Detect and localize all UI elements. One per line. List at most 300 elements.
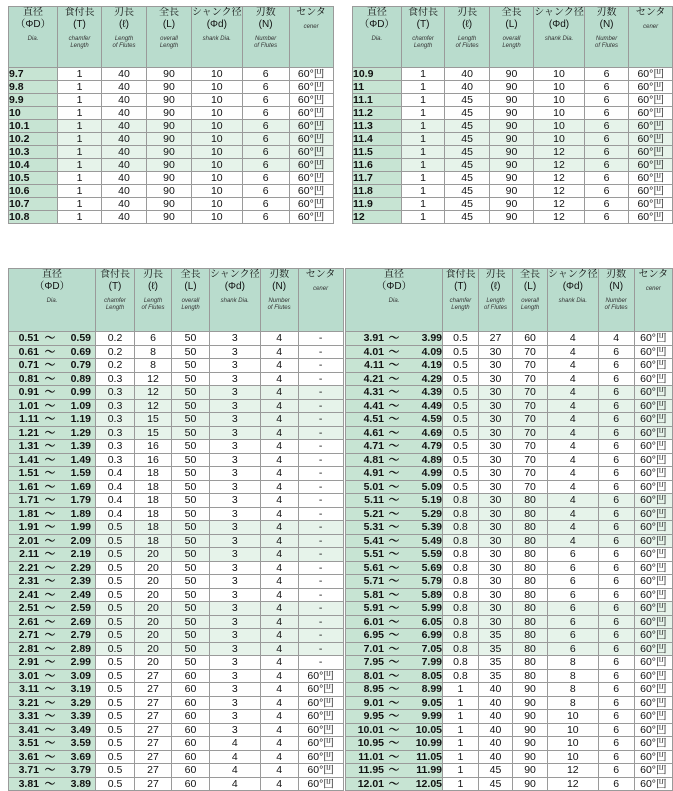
diameter-cell bbox=[346, 575, 443, 589]
range-low: 4.51 bbox=[363, 413, 384, 425]
value-cell: 4 bbox=[548, 372, 599, 386]
range-separator: ～ bbox=[44, 723, 56, 736]
column-header bbox=[9, 269, 96, 332]
range-separator: ～ bbox=[388, 386, 400, 398]
value-cell: 90 bbox=[489, 94, 533, 107]
value-cell: 15 bbox=[135, 413, 172, 427]
table-row bbox=[346, 602, 673, 616]
range-separator: ～ bbox=[44, 683, 56, 695]
diameter-cell bbox=[9, 399, 96, 413]
value-cell: 6 bbox=[584, 211, 628, 224]
diameter-cell bbox=[9, 521, 96, 535]
value-cell: 60°凹 bbox=[629, 120, 673, 133]
value-cell: 0.3 bbox=[96, 399, 135, 413]
value-cell: 0.8 bbox=[443, 588, 479, 602]
range-low: 2.21 bbox=[18, 561, 39, 574]
diameter-cell bbox=[346, 696, 443, 710]
value-cell: 60°凹 bbox=[629, 94, 673, 107]
value-cell: 10 bbox=[548, 723, 599, 737]
value-cell: 10 bbox=[534, 107, 585, 120]
value-cell: 50 bbox=[172, 413, 210, 427]
value-cell: - bbox=[298, 575, 343, 589]
value-cell: 90 bbox=[147, 172, 192, 185]
table-row bbox=[353, 146, 673, 159]
value-cell: 0.5 bbox=[443, 426, 479, 440]
value-cell: 90 bbox=[489, 185, 533, 198]
value-cell: 90 bbox=[513, 696, 548, 710]
value-cell: 60°凹 bbox=[634, 683, 672, 697]
value-cell: 0.5 bbox=[443, 332, 479, 346]
range-separator: ～ bbox=[44, 534, 56, 547]
table-row bbox=[346, 710, 673, 724]
value-cell: 60°凹 bbox=[634, 507, 672, 521]
column-header-en: shank Dia. bbox=[220, 298, 249, 304]
value-cell: 12 bbox=[534, 146, 585, 159]
value-cell: 60°凹 bbox=[289, 120, 333, 133]
diameter-cell bbox=[9, 561, 96, 575]
value-cell: 0.5 bbox=[96, 575, 135, 589]
value-cell: 80 bbox=[513, 521, 548, 535]
column-header-en: chamfer Length bbox=[104, 298, 126, 311]
value-cell: 4 bbox=[260, 399, 298, 413]
column-header bbox=[289, 7, 333, 68]
value-cell: 0.5 bbox=[96, 629, 135, 643]
range-high: 1.39 bbox=[70, 440, 91, 452]
value-cell: 1 bbox=[443, 777, 479, 791]
value-cell: 60°凹 bbox=[298, 683, 343, 697]
table-row bbox=[9, 467, 344, 481]
value-cell: 4 bbox=[210, 777, 261, 791]
value-cell: 60 bbox=[172, 696, 210, 710]
value-cell: 30 bbox=[478, 372, 512, 386]
diameter-cell bbox=[9, 372, 96, 386]
value-cell: 6 bbox=[584, 81, 628, 94]
value-cell: 4 bbox=[260, 345, 298, 359]
column-header-en: Dia. bbox=[388, 298, 400, 304]
value-cell: 0.2 bbox=[96, 359, 135, 373]
diameter-cell: 10 bbox=[9, 107, 58, 120]
diameter-cell bbox=[9, 345, 96, 359]
value-cell: 50 bbox=[172, 521, 210, 535]
value-cell: 90 bbox=[513, 750, 548, 764]
value-cell: - bbox=[298, 561, 343, 575]
value-cell: 90 bbox=[489, 198, 533, 211]
value-cell: 3 bbox=[210, 723, 261, 737]
value-cell: 45 bbox=[445, 107, 489, 120]
value-cell: 27 bbox=[135, 737, 172, 751]
diameter-cell bbox=[346, 683, 443, 697]
range-high: 11.99 bbox=[416, 764, 442, 776]
value-cell: 60°凹 bbox=[634, 399, 672, 413]
value-cell: 4 bbox=[260, 359, 298, 373]
range-low: 2.41 bbox=[18, 588, 39, 601]
value-cell: 45 bbox=[445, 94, 489, 107]
value-cell: 6 bbox=[242, 146, 289, 159]
column-header-en: Length of Flutes bbox=[112, 36, 136, 49]
value-cell: 3 bbox=[210, 642, 261, 656]
value-cell: 6 bbox=[242, 120, 289, 133]
range-separator: ～ bbox=[44, 629, 56, 641]
range-low: 1.41 bbox=[18, 453, 39, 466]
diameter-cell bbox=[9, 575, 96, 589]
range-low: 5.51 bbox=[363, 548, 384, 560]
diameter-cell bbox=[9, 642, 96, 656]
value-cell: 12 bbox=[135, 386, 172, 400]
value-cell: 0.5 bbox=[96, 750, 135, 764]
value-cell: 6 bbox=[584, 146, 628, 159]
table-row bbox=[346, 642, 673, 656]
range-low: 0.91 bbox=[18, 386, 39, 398]
value-cell: 60 bbox=[172, 764, 210, 778]
value-cell: 27 bbox=[135, 723, 172, 737]
value-cell: 30 bbox=[478, 548, 512, 562]
range-low: 0.51 bbox=[18, 332, 39, 344]
value-cell: 4 bbox=[548, 480, 599, 494]
value-cell: 30 bbox=[478, 561, 512, 575]
value-cell: 4 bbox=[260, 521, 298, 535]
table-row bbox=[346, 480, 673, 494]
range-separator: ～ bbox=[388, 710, 400, 722]
value-cell: 1 bbox=[401, 107, 445, 120]
value-cell: 30 bbox=[478, 588, 512, 602]
range-separator: ～ bbox=[44, 575, 56, 587]
column-header-jp: 直径 bbox=[366, 7, 387, 18]
column-header-en: cener bbox=[643, 24, 659, 30]
value-cell: 4 bbox=[260, 629, 298, 643]
range-high: 7.05 bbox=[421, 642, 442, 655]
diameter-cell bbox=[9, 696, 96, 710]
table-row bbox=[9, 737, 344, 751]
table-row bbox=[9, 198, 334, 211]
column-header-symbol: （ΦD） bbox=[359, 19, 395, 30]
value-cell: 50 bbox=[172, 372, 210, 386]
value-cell: 0.5 bbox=[443, 467, 479, 481]
value-cell: 80 bbox=[513, 561, 548, 575]
value-cell: 4 bbox=[548, 426, 599, 440]
diameter-cell bbox=[346, 467, 443, 481]
value-cell: 6 bbox=[242, 94, 289, 107]
range-low: 3.71 bbox=[18, 764, 39, 776]
column-header-symbol: (N) bbox=[599, 19, 614, 30]
value-cell: 60 bbox=[172, 737, 210, 751]
value-cell: 1 bbox=[443, 683, 479, 697]
value-cell: 4 bbox=[548, 534, 599, 548]
value-cell: 6 bbox=[242, 133, 289, 146]
range-low: 3.81 bbox=[18, 777, 39, 790]
range-separator: ～ bbox=[44, 777, 56, 790]
value-cell: 0.4 bbox=[96, 507, 135, 521]
column-header-en: shank Dia. bbox=[544, 36, 574, 42]
range-high: 2.39 bbox=[70, 575, 91, 587]
range-separator: ～ bbox=[388, 764, 400, 776]
value-cell: 1 bbox=[443, 750, 479, 764]
value-cell: - bbox=[298, 494, 343, 508]
value-cell: 6 bbox=[242, 107, 289, 120]
table-row bbox=[9, 777, 344, 791]
value-cell: 4 bbox=[260, 602, 298, 616]
diameter-cell bbox=[346, 453, 443, 467]
range-high: 1.29 bbox=[70, 426, 91, 439]
table-row bbox=[9, 656, 344, 670]
diameter-cell: 11.6 bbox=[353, 159, 402, 172]
range-low: 3.31 bbox=[18, 710, 39, 722]
value-cell: 60°凹 bbox=[634, 588, 672, 602]
column-header-jp: 食付長 bbox=[408, 7, 439, 18]
value-cell: 4 bbox=[548, 332, 599, 346]
column-header-en: overall Length bbox=[502, 36, 521, 49]
column-header-symbol: (ℓ) bbox=[119, 19, 129, 30]
value-cell: 90 bbox=[147, 159, 192, 172]
range-high: 0.89 bbox=[70, 372, 91, 385]
diameter-cell bbox=[9, 534, 96, 548]
value-cell: 8 bbox=[135, 345, 172, 359]
range-separator: ～ bbox=[388, 453, 400, 466]
value-cell: 60°凹 bbox=[634, 359, 672, 373]
value-cell: 45 bbox=[445, 185, 489, 198]
value-cell: 0.8 bbox=[443, 507, 479, 521]
range-high: 5.29 bbox=[421, 507, 442, 520]
value-cell: 0.5 bbox=[443, 345, 479, 359]
diameter-cell bbox=[346, 548, 443, 562]
value-cell: 60°凹 bbox=[629, 159, 673, 172]
value-cell: 6 bbox=[242, 172, 289, 185]
value-cell: 60°凹 bbox=[289, 211, 333, 224]
range-high: 10.99 bbox=[415, 737, 442, 749]
range-high: 3.09 bbox=[70, 669, 91, 682]
value-cell: 60°凹 bbox=[298, 710, 343, 724]
value-cell: 90 bbox=[489, 146, 533, 159]
value-cell: 40 bbox=[478, 723, 512, 737]
value-cell: 3 bbox=[210, 696, 261, 710]
value-cell: 0.8 bbox=[443, 629, 479, 643]
value-cell: 60 bbox=[172, 669, 210, 683]
table-row bbox=[9, 345, 344, 359]
value-cell: 6 bbox=[242, 81, 289, 94]
range-high: 2.59 bbox=[70, 602, 91, 614]
value-cell: 6 bbox=[598, 507, 634, 521]
table-row bbox=[9, 615, 344, 629]
value-cell: 60°凹 bbox=[634, 642, 672, 656]
diameter-cell bbox=[9, 332, 96, 346]
range-low: 0.81 bbox=[18, 372, 39, 385]
table-row bbox=[9, 399, 344, 413]
value-cell: 0.5 bbox=[96, 588, 135, 602]
column-header bbox=[634, 269, 672, 332]
value-cell: 12 bbox=[548, 777, 599, 791]
value-cell: 35 bbox=[478, 642, 512, 656]
diameter-cell: 11.7 bbox=[353, 172, 402, 185]
value-cell: 6 bbox=[548, 548, 599, 562]
column-header-jp: シャンク径 bbox=[548, 269, 598, 280]
value-cell: - bbox=[298, 345, 343, 359]
diameter-cell bbox=[9, 750, 96, 764]
range-high: 2.09 bbox=[70, 534, 91, 547]
column-header-symbol: （ΦD） bbox=[15, 19, 51, 30]
value-cell: 60°凹 bbox=[289, 159, 333, 172]
value-cell: 1 bbox=[58, 81, 102, 94]
range-separator: ～ bbox=[388, 777, 400, 790]
value-cell: 6 bbox=[598, 399, 634, 413]
value-cell: 3 bbox=[210, 453, 261, 467]
range-separator: ～ bbox=[44, 332, 56, 344]
range-separator: ～ bbox=[388, 615, 400, 628]
table-row bbox=[9, 120, 334, 133]
value-cell: 4 bbox=[260, 534, 298, 548]
value-cell: 4 bbox=[598, 332, 634, 346]
value-cell: - bbox=[298, 588, 343, 602]
value-cell: 0.5 bbox=[443, 413, 479, 427]
value-cell: 6 bbox=[242, 159, 289, 172]
range-separator: ～ bbox=[388, 413, 400, 425]
value-cell: 3 bbox=[210, 629, 261, 643]
table-row bbox=[353, 107, 673, 120]
value-cell: 10 bbox=[192, 185, 243, 198]
diameter-cell: 9.8 bbox=[9, 81, 58, 94]
range-separator: ～ bbox=[44, 669, 56, 682]
value-cell: 40 bbox=[102, 211, 147, 224]
diameter-cell bbox=[346, 413, 443, 427]
diameter-cell: 10.2 bbox=[9, 133, 58, 146]
value-cell: 6 bbox=[598, 453, 634, 467]
range-high: 5.09 bbox=[421, 480, 442, 493]
diameter-cell: 10.6 bbox=[9, 185, 58, 198]
value-cell: 10 bbox=[192, 107, 243, 120]
value-cell: 6 bbox=[598, 534, 634, 548]
diameter-cell: 11.3 bbox=[353, 120, 402, 133]
range-high: 4.09 bbox=[421, 345, 442, 358]
diameter-cell: 10.4 bbox=[9, 159, 58, 172]
value-cell: 90 bbox=[147, 68, 192, 81]
range-separator: ～ bbox=[388, 629, 400, 641]
value-cell: 0.8 bbox=[443, 656, 479, 670]
range-low: 5.61 bbox=[363, 561, 384, 574]
range-high: 4.19 bbox=[421, 359, 442, 371]
value-cell: 40 bbox=[478, 750, 512, 764]
value-cell: 60°凹 bbox=[634, 575, 672, 589]
value-cell: 3 bbox=[210, 426, 261, 440]
diameter-cell bbox=[9, 629, 96, 643]
diameter-cell: 10.9 bbox=[353, 68, 402, 81]
column-header-symbol: (N) bbox=[258, 19, 273, 30]
value-cell: 3 bbox=[210, 521, 261, 535]
value-cell: 0.2 bbox=[96, 332, 135, 346]
range-low: 5.91 bbox=[363, 602, 384, 614]
range-separator: ～ bbox=[388, 683, 400, 695]
value-cell: 60 bbox=[172, 723, 210, 737]
value-cell: 4 bbox=[260, 494, 298, 508]
value-cell: 3 bbox=[210, 480, 261, 494]
range-separator: ～ bbox=[388, 750, 400, 763]
value-cell: 60°凹 bbox=[634, 372, 672, 386]
table-row bbox=[346, 723, 673, 737]
value-cell: 0.3 bbox=[96, 413, 135, 427]
value-cell: 60°凹 bbox=[629, 107, 673, 120]
value-cell: 10 bbox=[534, 81, 585, 94]
value-cell: 50 bbox=[172, 575, 210, 589]
value-cell: 30 bbox=[478, 467, 512, 481]
value-cell: 40 bbox=[102, 185, 147, 198]
table-row bbox=[9, 94, 334, 107]
value-cell: 60°凹 bbox=[634, 494, 672, 508]
column-header-jp: シャンク径 bbox=[192, 7, 242, 18]
value-cell: 6 bbox=[598, 561, 634, 575]
diameter-cell: 10.5 bbox=[9, 172, 58, 185]
value-cell: 6 bbox=[598, 372, 634, 386]
range-high: 3.79 bbox=[70, 764, 91, 776]
value-cell: 90 bbox=[489, 68, 533, 81]
column-header bbox=[135, 269, 172, 332]
value-cell: 4 bbox=[260, 723, 298, 737]
range-high: 8.05 bbox=[421, 669, 442, 682]
column-header-symbol: (T) bbox=[416, 19, 430, 30]
column-header bbox=[96, 269, 135, 332]
value-cell: 40 bbox=[102, 198, 147, 211]
diameter-cell bbox=[346, 737, 443, 751]
column-header-jp: 全長 bbox=[180, 269, 201, 280]
table-row bbox=[9, 359, 344, 373]
range-low: 10.95 bbox=[357, 737, 384, 749]
column-header bbox=[346, 269, 443, 332]
value-cell: 10 bbox=[192, 159, 243, 172]
value-cell: 45 bbox=[478, 777, 512, 791]
value-cell: 3 bbox=[210, 507, 261, 521]
value-cell: 60 bbox=[513, 332, 548, 346]
value-cell: 0.5 bbox=[96, 656, 135, 670]
value-cell: 3 bbox=[210, 467, 261, 481]
diameter-cell: 11.1 bbox=[353, 94, 402, 107]
value-cell: 10 bbox=[534, 94, 585, 107]
value-cell: 50 bbox=[172, 507, 210, 521]
range-high: 12.05 bbox=[415, 777, 442, 790]
range-high: 8.99 bbox=[421, 683, 442, 695]
value-cell: 1 bbox=[401, 159, 445, 172]
column-header bbox=[629, 7, 673, 68]
value-cell: 0.8 bbox=[443, 575, 479, 589]
value-cell: 70 bbox=[513, 345, 548, 359]
value-cell: 3 bbox=[210, 440, 261, 454]
table-row bbox=[9, 588, 344, 602]
range-high: 5.49 bbox=[421, 534, 442, 547]
value-cell: 3 bbox=[210, 575, 261, 589]
table-row bbox=[353, 120, 673, 133]
range-high: 1.19 bbox=[70, 413, 91, 425]
range-separator: ～ bbox=[44, 750, 56, 763]
diameter-cell: 11.5 bbox=[353, 146, 402, 159]
table-row bbox=[346, 561, 673, 575]
range-separator: ～ bbox=[44, 467, 56, 479]
table-row bbox=[9, 669, 344, 683]
value-cell: - bbox=[298, 629, 343, 643]
column-header-jp: 直径 bbox=[384, 269, 404, 280]
value-cell: - bbox=[298, 386, 343, 400]
range-low: 4.61 bbox=[363, 426, 384, 439]
value-cell: 4 bbox=[548, 494, 599, 508]
column-header-en: Dia. bbox=[27, 36, 39, 42]
value-cell: - bbox=[298, 440, 343, 454]
value-cell: 3 bbox=[210, 588, 261, 602]
value-cell: 30 bbox=[478, 440, 512, 454]
value-cell: 70 bbox=[513, 372, 548, 386]
range-separator: ～ bbox=[388, 588, 400, 601]
column-header-symbol: (L) bbox=[184, 281, 197, 292]
value-cell: 0.8 bbox=[443, 602, 479, 616]
value-cell: 40 bbox=[102, 81, 147, 94]
value-cell: 27 bbox=[135, 683, 172, 697]
value-cell: 35 bbox=[478, 669, 512, 683]
table-row bbox=[346, 629, 673, 643]
value-cell: 60°凹 bbox=[634, 750, 672, 764]
value-cell: 60°凹 bbox=[289, 172, 333, 185]
